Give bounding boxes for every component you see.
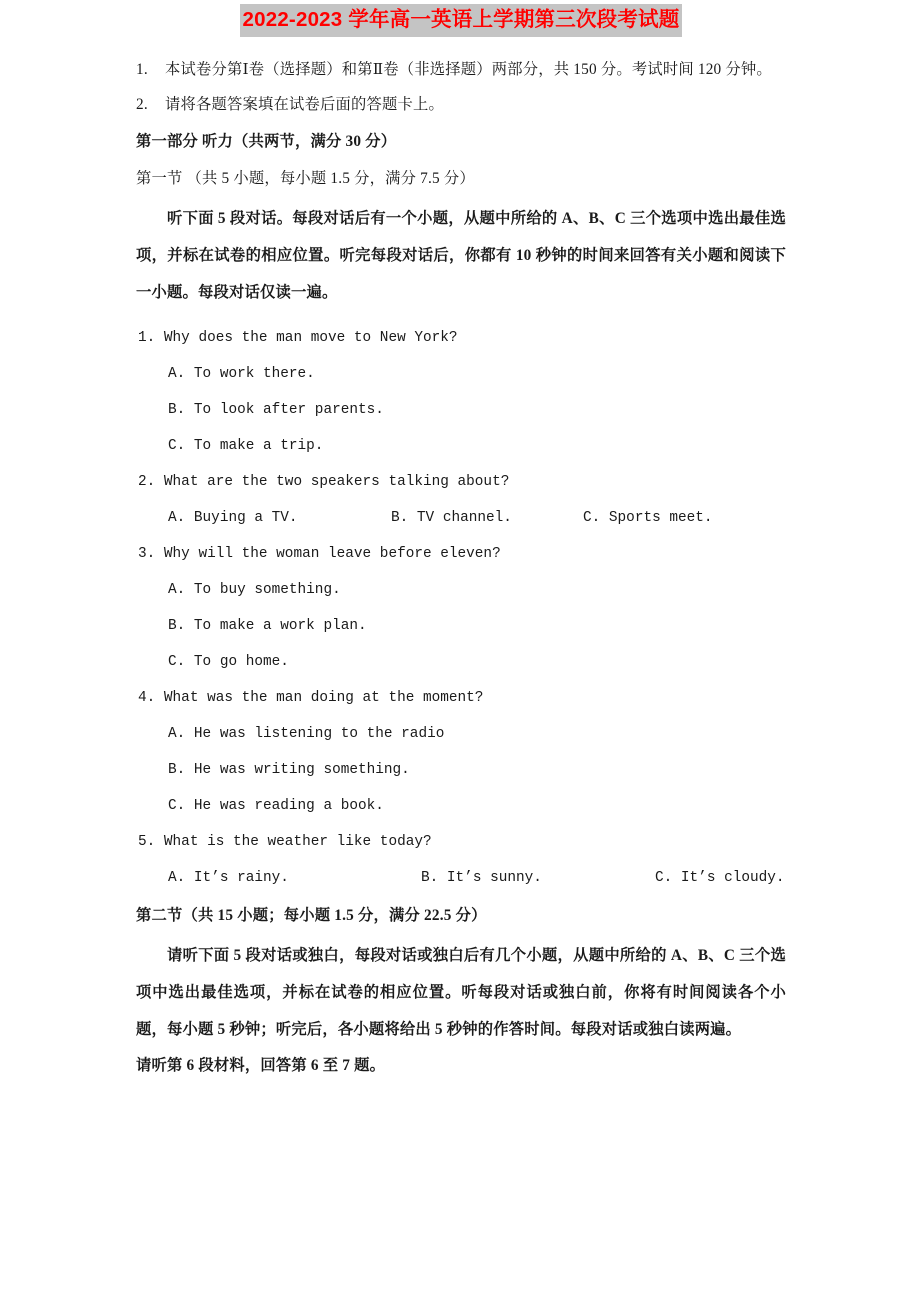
question-3-option-b[interactable]: B. To make a work plan. xyxy=(168,618,367,634)
instruction-item-1 xyxy=(136,52,786,87)
question-3-stem: 3. Why will the woman leave before eleven? xyxy=(138,546,501,562)
question-2-stem: 2. What are the two speakers talking about? xyxy=(138,474,510,490)
instruction-number-2: 2. xyxy=(136,96,148,113)
question-5-stem: 5. What is the weather like today? xyxy=(138,834,432,850)
instruction-item-2 xyxy=(136,87,786,122)
section-one-heading: 第一节 （共 5 小题，每小题 1.5 分，满分 7.5 分） xyxy=(136,170,475,187)
question-4-stem: 4. What was the man doing at the moment? xyxy=(138,690,484,706)
exam-paper-page xyxy=(136,0,786,1083)
question-5-option-a[interactable]: A. It’s rainy. xyxy=(168,870,289,886)
question-4-option-a[interactable]: A. He was listening to the radio xyxy=(168,726,445,742)
page-title xyxy=(136,0,786,52)
instruction-text-2: 请将各题答案填在试卷后面的答题卡上。 xyxy=(165,96,444,113)
page-title-text: 2022-2023 学年高一英语上学期第三次段考试题 xyxy=(240,4,683,37)
section-two-directions: 请听下面 5 段对话或独白，每段对话或独白后有几个小题，从题中所给的 A、B、C 三个选项中选出最佳选项，并标在试卷的相应位置。听每段对话或独白前，你将有时间阅读各个小题，每小题 5 秒钟；听完后，各小题将给出 5 秒钟的作答时间。每段对话或独白读两遍。 xyxy=(136,947,786,1038)
question-3-option-c[interactable]: C. To go home. xyxy=(168,654,289,670)
question-5-options xyxy=(136,860,786,896)
question-1-stem: 1. Why does the man move to New York? xyxy=(138,330,458,346)
question-1-option-b[interactable]: B. To look after parents. xyxy=(168,402,384,418)
question-4-option-b[interactable]: B. He was writing something. xyxy=(168,762,410,778)
instruction-text-1: 本试卷分第Ⅰ卷（选择题）和第Ⅱ卷（非选择题）两部分，共 150 分。考试时间 120 分钟。 xyxy=(165,61,772,78)
question-2-option-a[interactable]: A. Buying a TV. xyxy=(168,510,298,526)
section-two-heading: 第二节（共 15 小题；每小题 1.5 分，满分 22.5 分） xyxy=(136,907,487,924)
question-1-option-c[interactable]: C. To make a trip. xyxy=(168,438,324,454)
question-5-option-b[interactable]: B. It’s sunny. xyxy=(421,870,542,886)
instruction-number-1: 1. xyxy=(136,61,148,78)
section-two-material-prompt: 请听第 6 段材料，回答第 6 至 7 题。 xyxy=(136,1057,386,1074)
question-5-option-c[interactable]: C. It’s cloudy. xyxy=(655,870,785,886)
question-4-option-c[interactable]: C. He was reading a book. xyxy=(168,798,384,814)
part-one-heading: 第一部分 听力（共两节，满分 30 分） xyxy=(136,133,397,150)
question-2-option-c[interactable]: C. Sports meet. xyxy=(583,510,713,526)
question-3-option-a[interactable]: A. To buy something. xyxy=(168,582,341,598)
question-2-option-b[interactable]: B. TV channel. xyxy=(391,510,512,526)
section-one-directions: 听下面 5 段对话。每段对话后有一个小题，从题中所给的 A、B、C 三个选项中选出最佳选项，并标在试卷的相应位置。听完每段对话后，你都有 10 秒钟的时间来回答有关小题和阅读下一小题。每段对话仅读一遍。 xyxy=(136,210,786,301)
question-1-option-a[interactable]: A. To work there. xyxy=(168,366,315,382)
question-2-options xyxy=(136,500,786,536)
